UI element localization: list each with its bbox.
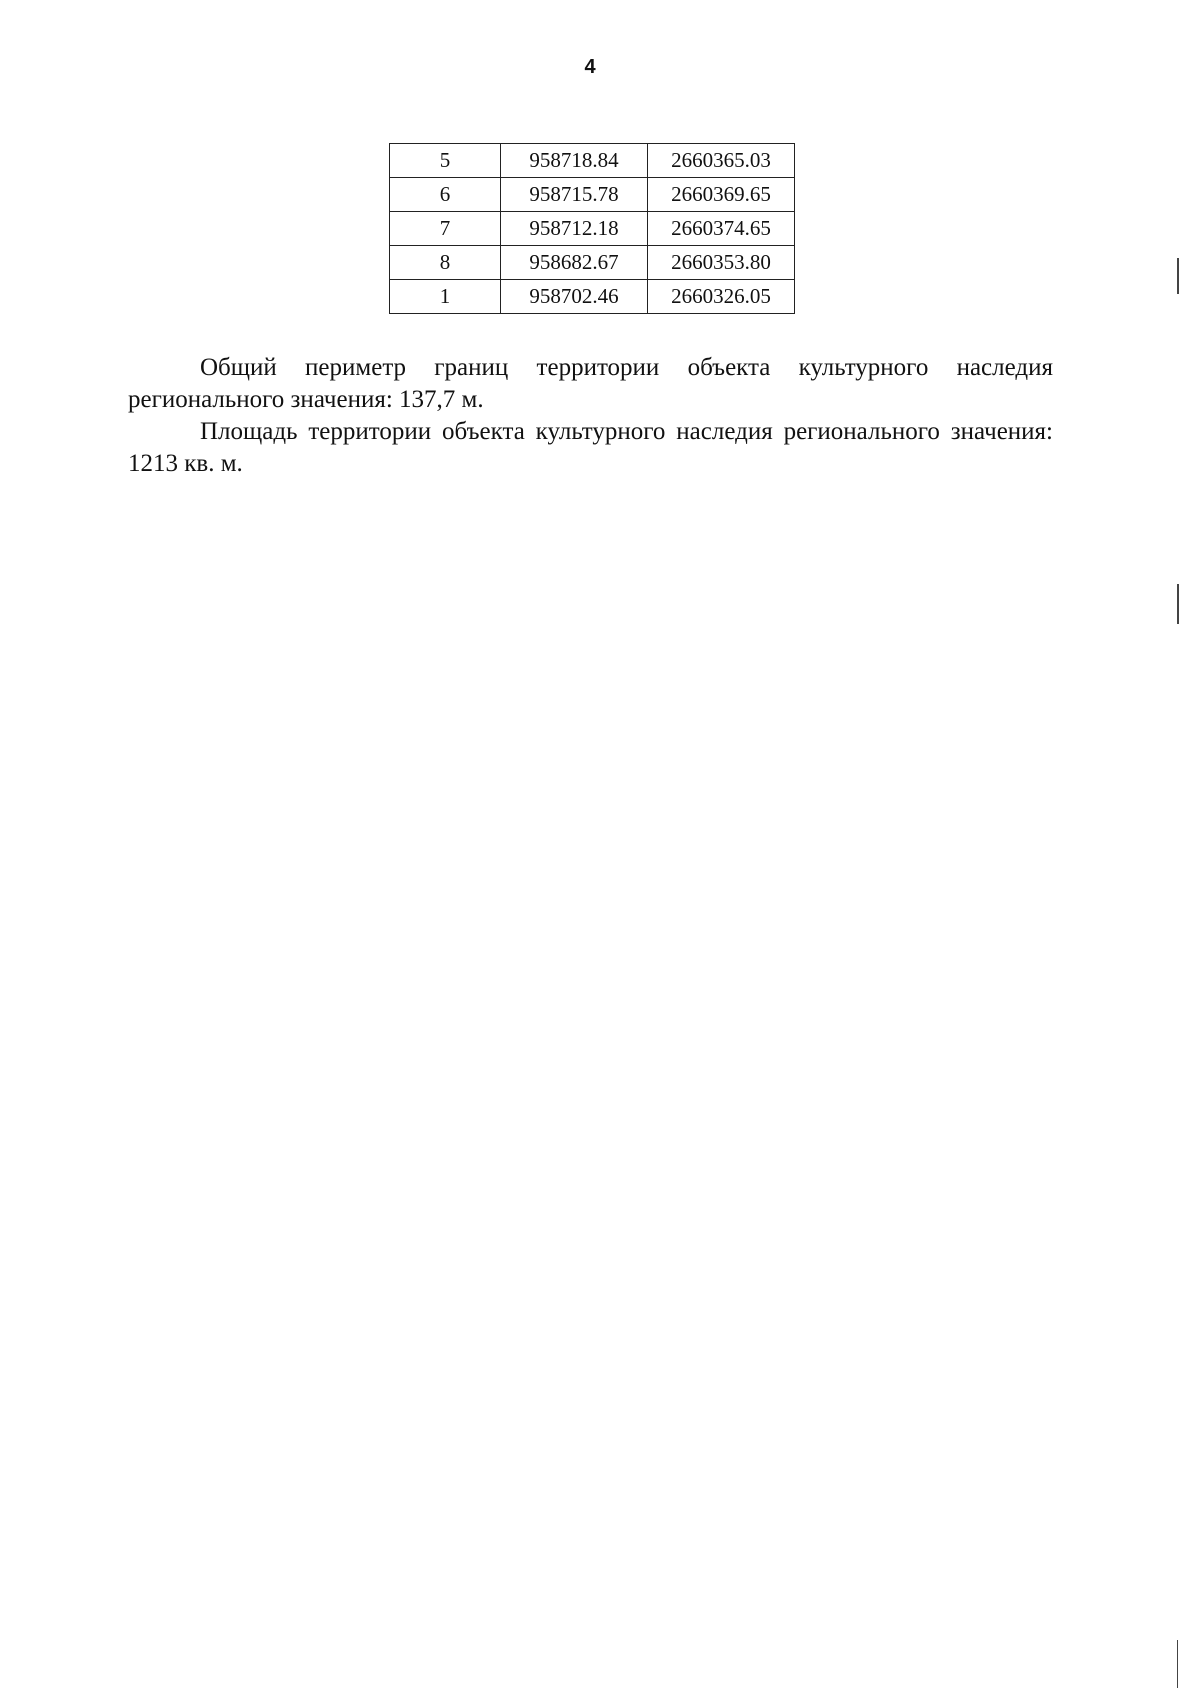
y-coordinate-cell: 2660326.05 — [648, 280, 795, 314]
y-coordinate-cell: 2660365.03 — [648, 144, 795, 178]
table-row — [390, 280, 795, 314]
point-number-cell: 5 — [390, 144, 501, 178]
y-coordinate-cell: 2660374.65 — [648, 212, 795, 246]
table-row — [390, 178, 795, 212]
body-text — [128, 352, 1053, 480]
x-coordinate-cell: 958712.18 — [501, 212, 648, 246]
scan-artifact — [1177, 258, 1179, 294]
point-number-cell: 1 — [390, 280, 501, 314]
y-coordinate-cell: 2660369.65 — [648, 178, 795, 212]
x-coordinate-cell: 958715.78 — [501, 178, 648, 212]
x-coordinate-cell: 958682.67 — [501, 246, 648, 280]
table-row — [390, 246, 795, 280]
area-paragraph: Площадь территории объекта культурного наследия регионального значения: 1213 кв. м. — [128, 418, 1053, 477]
table-row — [390, 144, 795, 178]
point-number-cell: 8 — [390, 246, 501, 280]
coordinates-table — [389, 143, 795, 314]
scan-artifact — [1177, 584, 1179, 624]
y-coordinate-cell: 2660353.80 — [648, 246, 795, 280]
table-row — [390, 212, 795, 246]
x-coordinate-cell: 958718.84 — [501, 144, 648, 178]
perimeter-paragraph: Общий периметр границ территории объекта культурного наследия регионального значения: 137,7 м. — [128, 354, 1053, 413]
point-number-cell: 7 — [390, 212, 501, 246]
point-number-cell: 6 — [390, 178, 501, 212]
x-coordinate-cell: 958702.46 — [501, 280, 648, 314]
scan-artifact — [1177, 1640, 1178, 1688]
page-number: 4 — [584, 56, 596, 78]
